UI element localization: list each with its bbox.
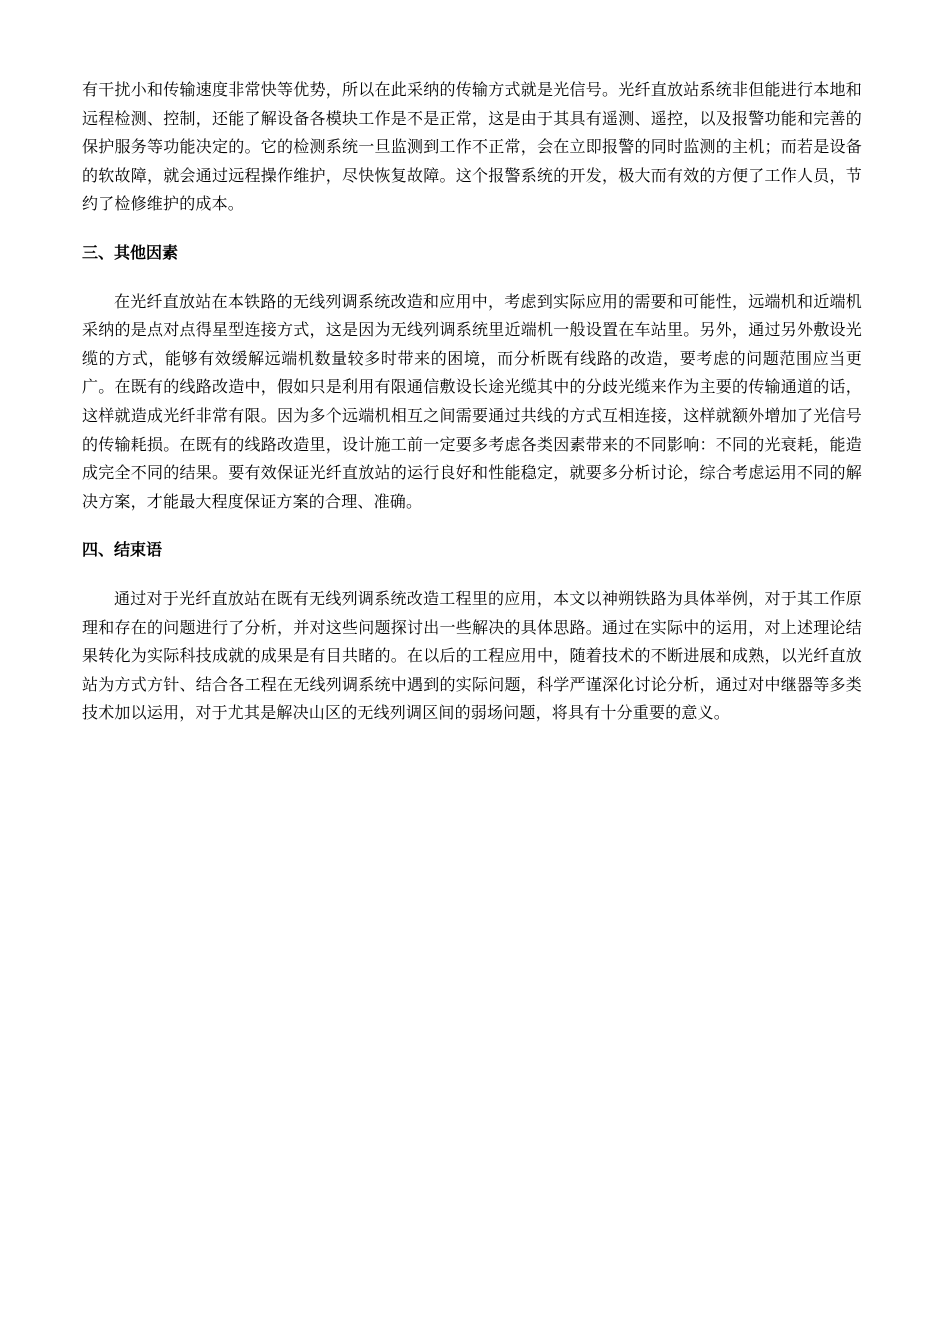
paragraph-conclusion: 通过对于光纤直放站在既有无线列调系统改造工程里的应用，本文以神朔铁路为具体举例，对于其工作原理和存在的问题进行了分析，并对这些问题探讨出一些解决的具体思路。通过在实际中的运用，对上述理论结果转化为实际科技成就的成果是有目共睹的。在以后的工程应用中，随着技术的不断进展和成熟，以光纤直放站为方式方针、结合各工程在无线列调系统中遇到的实际问题，科学严谨深化讨论分析，通过对中继器等多类技术加以运用，对于尤其是解决山区的无线列调区间的弱场问题，将具有十分重要的意义。: [82, 588, 862, 723]
section-heading-conclusion: 四、结束语: [82, 540, 163, 560]
paragraph-continued: 有干扰小和传输速度非常快等优势，所以在此采纳的传输方式就是光信号。光纤直放站系统非但能进行本地和远程检测、控制，还能了解设备各模块工作是不是正常，这是由于其具有遥测、遥控，以及报警功能和完善的保护服务等功能决定的。它的检测系统一旦监测到工作不正常，会在立即报警的同时监测的主机；而若是设备的软故障，就会通过远程操作维护，尽快恢复故障。这个报警系统的开发，极大而有效的方便了工作人员，节约了检修维护的成本。: [82, 80, 862, 214]
document-page: [82, 76, 862, 728]
section-heading-other-factors: 三、其他因素: [82, 242, 179, 262]
paragraph-other-factors: 在光纤直放站在本铁路的无线列调系统改造和应用中，考虑到实际应用的需要和可能性，远端机和近端机采纳的是点对点得星型连接方式，这是因为无线列调系统里近端机一般设置在车站里。另外，通过另外敷设光缆的方式，能够有效缓解远端机数量较多时带来的困境，而分析既有线路的改造，要考虑的问题范围应当更广。在既有的线路改造中，假如只是利用有限通信敷设长途光缆其中的分歧光缆来作为主要的传输通道的话，这样就造成光纤非常有限。因为多个远端机相互之间需要通过共线的方式互相连接，这样就额外增加了光信号的传输耗损。在既有的线路改造里，设计施工前一定要多考虑各类因素带来的不同影响：不同的光衰耗，能造成完全不同的结果。要有效保证光纤直放站的运行良好和性能稳定，就要多分析讨论，综合考虑运用不同的解决方案，才能最大程度保证方案的合理、准确。: [82, 291, 862, 511]
